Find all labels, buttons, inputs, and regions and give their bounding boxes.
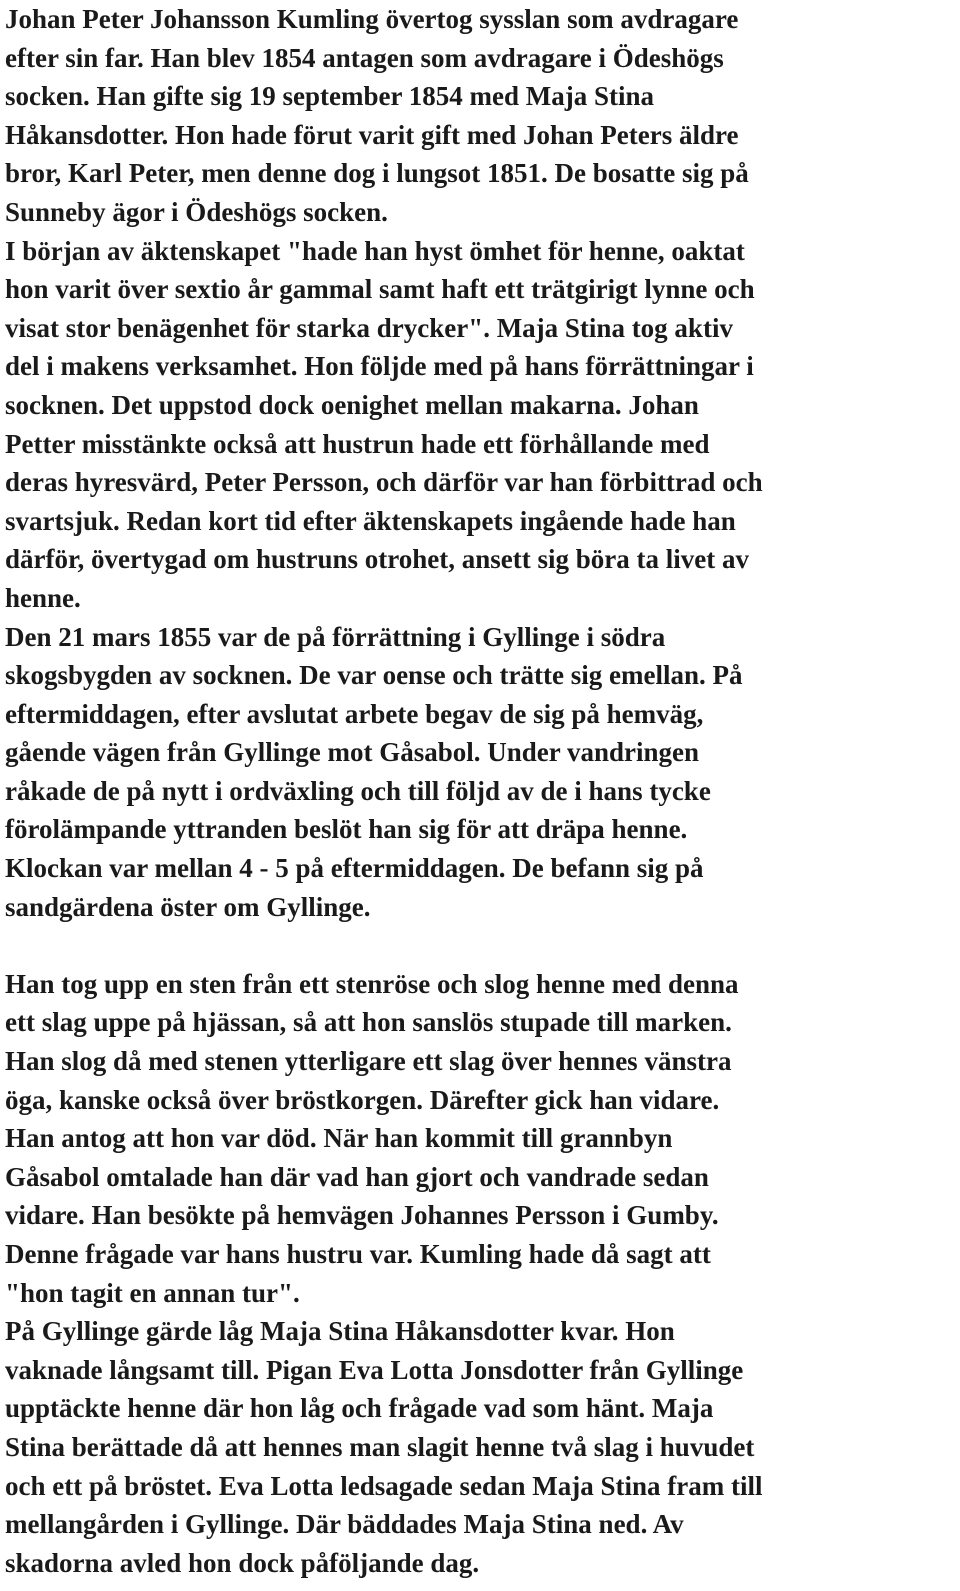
text-line: Klockan var mellan 4 - 5 på eftermiddagen. De befann sig på	[5, 853, 704, 884]
text-line: Den 21 mars 1855 var de på förrättning i Gyllinge i södra	[5, 621, 666, 652]
text-line: socknen. Det uppstod dock oenighet mellan makarna. Johan	[5, 389, 699, 420]
text-line: skadorna avled hon dock påföljande dag.	[5, 1547, 480, 1578]
text-line: socken. Han gifte sig 19 september 1854 med Maja Stina	[5, 81, 654, 112]
text-line: visat stor benägenhet för starka drycker". Maja Stina tog aktiv	[5, 312, 733, 343]
text-line: deras hyresvärd, Peter Persson, och därför var han förbittrad och	[5, 467, 763, 498]
text-line: Denne frågade var hans hustru var. Kumling hade då sagt att	[5, 1239, 711, 1269]
text-line: På Gyllinge gärde låg Maja Stina Håkansdotter kvar. Hon	[5, 1316, 675, 1347]
text-line: Petter misstänkte också att hustrun hade ett förhållande med	[5, 428, 710, 459]
text-line: därför, övertygad om hustruns otrohet, ansett sig böra ta livet av	[5, 544, 749, 575]
text-line: bror, Karl Peter, men denne dog i lungsot 1851. De bosatte sig på	[5, 158, 749, 189]
text-line: öga, kanske också över bröstkorgen. Därefter gick han vidare.	[5, 1084, 720, 1115]
text-line: Gåsabol omtalade han där vad han gjort och vandrade sedan	[5, 1161, 709, 1192]
text-line: "hon tagit en annan tur".	[5, 1277, 300, 1308]
text-line: mellangården i Gyllinge. Där bäddades Maja Stina ned. Av	[5, 1509, 684, 1540]
text-line: vidare. Han besökte på hemvägen Johannes Persson i Gumby.	[5, 1200, 719, 1231]
text-line: eftermiddagen, efter avslutat arbete begav de sig på hemväg,	[5, 698, 704, 729]
text-line: förolämpande yttranden beslöt han sig för att dräpa henne.	[5, 814, 688, 845]
text-line: svartsjuk. Redan kort tid efter äktenskapets ingående hade han	[5, 505, 736, 536]
text-line: Håkansdotter. Hon hade förut varit gift med Johan Peters äldre	[5, 119, 739, 150]
text-line: Stina berättade då att hennes man slagit henne två slag i huvudet	[5, 1431, 755, 1462]
text-line: henne.	[5, 582, 81, 613]
text-line: råkade de på nytt i ordväxling och till följd av de i hans tycke	[5, 775, 711, 806]
text-line: Sunneby ägor i Ödeshögs socken.	[5, 196, 388, 227]
text-line: I början av äktenskapet "hade han hyst ömhet för henne, oaktat	[5, 235, 745, 266]
text-line: sandgärdena öster om Gyllinge.	[5, 891, 371, 922]
text-line: Johan Peter Johansson Kumling övertog sysslan som avdragare	[5, 4, 739, 34]
text-line: Han slog då med stenen ytterligare ett slag över hennes vänstra	[5, 1046, 732, 1077]
text-line: efter sin far. Han blev 1854 antagen som avdragare i Ödeshögs	[5, 42, 724, 73]
text-line: upptäckte henne där hon låg och frågade vad som hänt. Maja	[5, 1393, 714, 1424]
text-line: gående vägen från Gyllinge mot Gåsabol. Under vandringen	[5, 737, 700, 768]
text-line: och ett på bröstet. Eva Lotta ledsagade sedan Maja Stina fram till	[5, 1470, 763, 1501]
text-line: Han tog upp en sten från ett stenröse och slog henne med denna	[5, 968, 739, 999]
text-line: skogsbygden av socknen. De var oense och trätte sig emellan. På	[5, 660, 743, 691]
text-line: vaknade långsamt till. Pigan Eva Lotta Jonsdotter från Gyllinge	[5, 1354, 744, 1385]
text-line: del i makens verksamhet. Hon följde med på hans förrättningar i	[5, 351, 754, 382]
document-page	[5, 0, 955, 1582]
text-line: hon varit över sextio år gammal samt haft ett trätgirigt lynne och	[5, 274, 755, 305]
text-line: Han antog att hon var död. När han kommit till grannbyn	[5, 1123, 673, 1154]
blank-line	[5, 926, 955, 965]
text-line: ett slag uppe på hjässan, så att hon sanslös stupade till marken.	[5, 1007, 732, 1038]
